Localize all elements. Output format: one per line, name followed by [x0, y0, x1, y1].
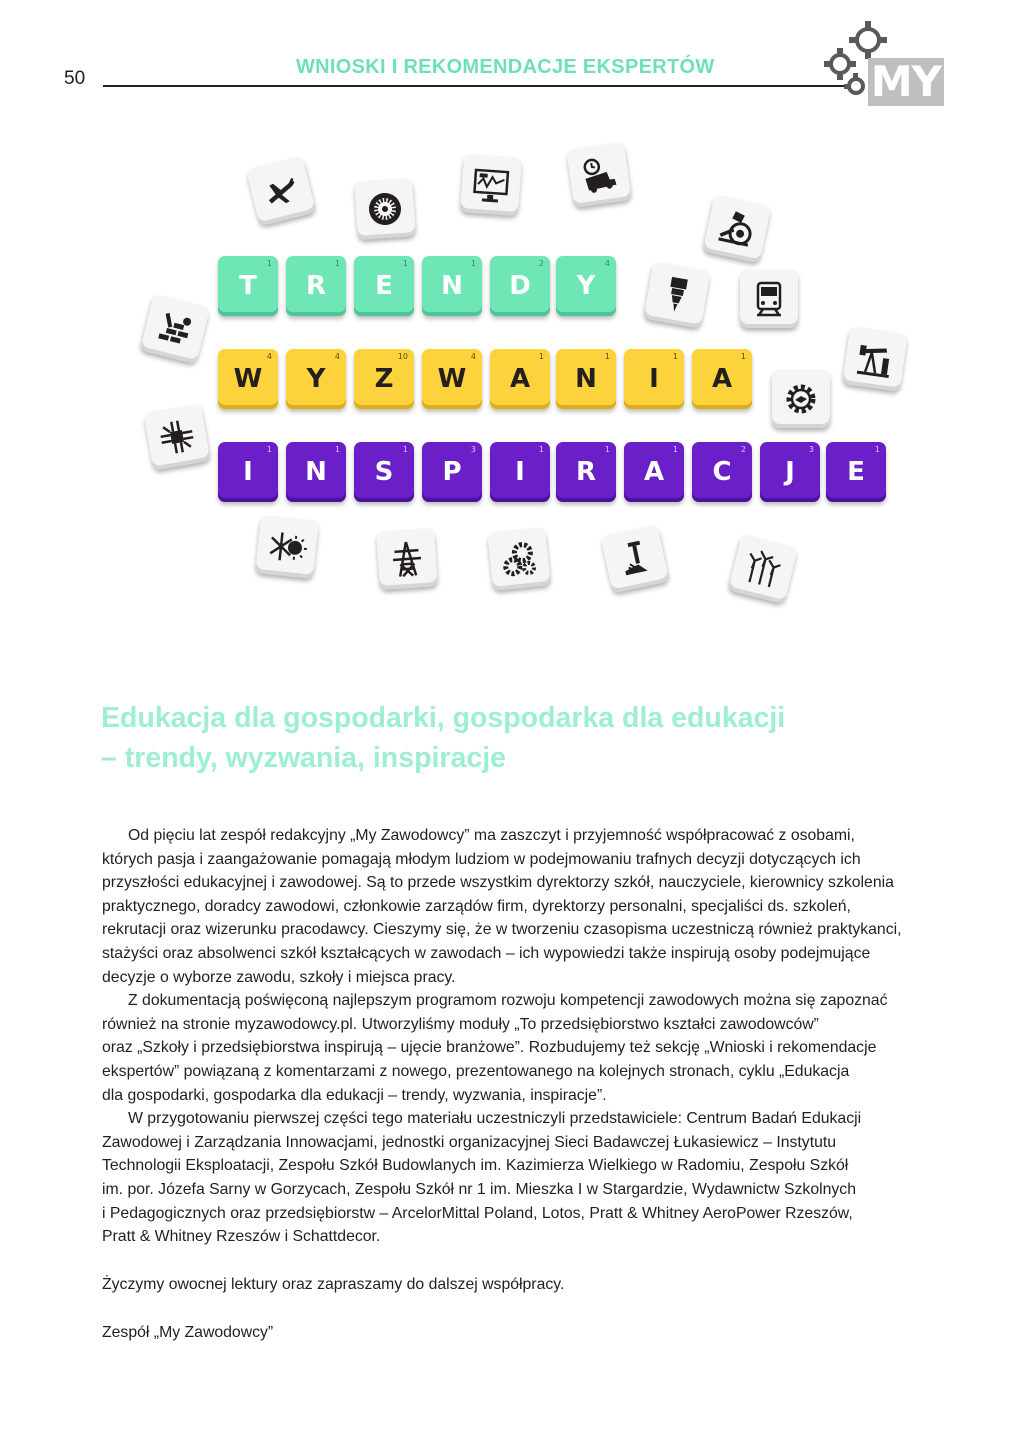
tile-score: 3: [470, 445, 476, 454]
snowflake-tile: [255, 515, 319, 579]
section-title: WNIOSKI I REKOMENDACJE EKSPERTÓW: [296, 56, 715, 78]
article-heading-line2: – trendy, wyzwania, inspiracje: [101, 742, 506, 774]
airplane-tile: [246, 156, 316, 226]
letter-tile: [422, 349, 482, 409]
page-number: 50: [64, 68, 86, 89]
header-rule: [103, 85, 845, 87]
letter-tile: [218, 349, 278, 409]
tile-score: 3: [808, 445, 814, 454]
tile-score: 1: [402, 259, 408, 268]
logo-badge: [868, 58, 944, 106]
tile-letter: J: [785, 457, 795, 487]
tile-score: 2: [538, 259, 544, 268]
letter-tile: [490, 256, 550, 316]
letter-tile: [692, 349, 752, 409]
my-zawodowcy-logo: [818, 18, 946, 106]
tile-score: 1: [672, 352, 678, 361]
letter-tile: [826, 442, 886, 502]
text-line: Od pięciu lat zespół redakcyjny „My Zawodowcy” ma zaszczyt i przyjemność współpracować z osobami,: [128, 827, 855, 844]
letter-tile: [624, 349, 684, 409]
tile-letter: A: [509, 364, 531, 394]
tile-letter: A: [711, 364, 733, 394]
tile-letter: W: [437, 364, 467, 394]
text-line: im. por. Józefa Sarny w Gorzycach, Zespołu Szkół nr 1 im. Mieszka I w Stargardzie, Wydawnictw Szkolnych: [102, 1180, 856, 1198]
tile-letter: E: [375, 271, 393, 301]
letter-tile: [286, 349, 346, 409]
tile-letter: Z: [374, 364, 394, 394]
train-tile: [740, 270, 798, 328]
tile-letter: R: [305, 271, 327, 301]
tile-letter: N: [575, 364, 597, 394]
letter-tile: [286, 442, 346, 502]
tile-letter: Y: [306, 364, 326, 394]
tile-score: 1: [266, 445, 272, 454]
text-line: których pasja i zaangażowanie pomagają młodym ludziom w podejmowaniu trafnych decyzji dotyczących ich: [102, 850, 861, 868]
truck-tile: [566, 142, 632, 208]
paragraph-2: [102, 989, 952, 1107]
tile-score: 4: [334, 352, 340, 361]
tile-letter: N: [441, 271, 463, 301]
letter-tile: [760, 442, 820, 502]
tile-letter: R: [575, 457, 597, 487]
closing-wishes: Życzymy owocnej lektury oraz zapraszamy do dalszej współpracy.: [102, 1276, 565, 1293]
gears-tile: [487, 527, 551, 591]
letter-tile: [556, 349, 616, 409]
tile-score: 1: [874, 445, 880, 454]
tile-score: 1: [266, 259, 272, 268]
letter-tile: [218, 442, 278, 502]
tile-letter: E: [847, 457, 865, 487]
letter-tile: [218, 256, 278, 316]
letter-tile: [692, 442, 752, 502]
text-line: ekspertów” powiązaną z komentarzami z nowego, prezentowanego na kolejnych stronach, cyklu „Edukacja: [102, 1062, 850, 1080]
tile-letter: I: [515, 457, 525, 487]
text-line: Technologii Eksploatacji, Zespołu Szkół Budowlanych im. Kazimierza Wielkiego w Radomiu, Zespołu Szkół: [102, 1157, 849, 1175]
paragraph-1: [102, 824, 952, 989]
tile-letter: D: [509, 271, 531, 301]
article-body: [102, 824, 952, 1249]
welding-icon: [611, 535, 658, 582]
welding-tile: [601, 525, 670, 594]
turbine-engine-icon: [364, 188, 407, 231]
tile-score: 4: [470, 352, 476, 361]
wind-tile: [728, 534, 798, 604]
tile-score: 4: [604, 259, 610, 268]
tile-score: 1: [402, 445, 408, 454]
sawmill-tile: [703, 195, 772, 264]
tile-score: 4: [266, 352, 272, 361]
tile-score: 1: [604, 445, 610, 454]
text-line: Zawodowej i Zarządzania Innowacjami, jednostki organizacyjnej Sieci Badawczej Łukasiewicz – Instytutu: [102, 1133, 837, 1151]
tile-letter: P: [442, 457, 462, 487]
airplane-icon: [257, 167, 305, 215]
monitor-dashboard-icon: [470, 164, 513, 207]
pylon-tile: [376, 528, 438, 590]
letter-tile: [490, 349, 550, 409]
logo-text: MY: [870, 57, 942, 106]
letter-tile: [354, 349, 414, 409]
tile-letter: N: [305, 457, 327, 487]
letter-tile: [354, 442, 414, 502]
text-line: W przygotowaniu pierwszej części tego materiału uczestniczyli przedstawiciele: Centrum Badań Edukacji: [128, 1110, 862, 1128]
tile-score: 1: [538, 352, 544, 361]
tile-score: 1: [334, 259, 340, 268]
letter-tile: [556, 442, 616, 502]
turbine-tile: [354, 178, 416, 240]
bricklaying-tile: [140, 294, 210, 364]
sawmill-icon: [713, 205, 760, 252]
letter-tile: [286, 256, 346, 316]
tile-letter: I: [243, 457, 253, 487]
gears-icon: [497, 537, 541, 581]
tile-score: 1: [470, 259, 476, 268]
oil-pump-tile: [842, 326, 908, 392]
letter-tile: [354, 256, 414, 316]
tile-letter: S: [374, 457, 394, 487]
snowflake-sun-icon: [265, 525, 309, 569]
wind-turbines-icon: [739, 545, 787, 593]
tile-letter: T: [239, 271, 257, 301]
signature: Zespół „My Zawodowcy”: [102, 1324, 274, 1341]
text-line: stażyści oraz absolwenci szkół kształcących w zawodach – ich wypowiedzi także inspirują osoby podejmujące: [102, 944, 871, 962]
circuit-tile: [143, 403, 210, 470]
gear-icon: [781, 379, 821, 419]
text-line: dla gospodarki, gospodarka dla edukacji – trendy, wyzwania, inspiracje”.: [102, 1086, 607, 1104]
letter-tile: [422, 442, 482, 502]
oil-pump-icon: [852, 336, 897, 381]
tile-letter: C: [712, 457, 732, 487]
tile-score: 1: [672, 445, 678, 454]
text-line: Pratt & Whitney Rzeszów i Schattdecor.: [102, 1228, 381, 1246]
text-line: rekrutacji oraz wizerunku pracodawcy. Cieszymy się, że w tworzeniu czasopisma uczestniczą również praktykanci,: [102, 921, 902, 939]
text-line: oraz „Szkoły i przedsiębiorstwa inspirują – ujęcie branżowe”. Rozbudujemy też sekcję „Wnioski i rekomendacje: [102, 1039, 877, 1057]
drill-tile: [643, 261, 710, 328]
monitor-tile: [460, 154, 522, 216]
tile-letter: Y: [576, 271, 596, 301]
text-line: decyzje o wyborze zawodu, szkoły i miejsca pracy.: [102, 968, 456, 986]
article-heading-line1: Edukacja dla gospodarki, gospodarka dla edukacji: [101, 702, 786, 734]
tile-letter: I: [649, 364, 659, 394]
power-pylon-icon: [386, 538, 429, 581]
letter-tile: [422, 256, 482, 316]
train-icon: [749, 279, 789, 319]
tile-score: 2: [740, 445, 746, 454]
text-line: praktycznego, doradcy zawodowi, członkowie zarządów firm, dyrektorzy personalni, specjaliści ds. szkoleń,: [102, 897, 851, 915]
circuit-board-icon: [154, 414, 200, 460]
letter-tile: [490, 442, 550, 502]
article-heading: [101, 698, 961, 778]
gear-tile: [772, 370, 830, 428]
text-line: Z dokumentacją poświęconą najlepszym programom rozwoju kompetencji zawodowych można się zapoznać: [128, 992, 888, 1010]
text-line: również na stronie myzawodowcy.pl. Utworzyliśmy moduły „To przedsiębiorstwo kształci zawodowców”: [102, 1015, 819, 1033]
tile-score: 1: [334, 445, 340, 454]
text-line: przyszłości edukacyjnej i zawodowej. Są to przede wszystkim dyrektorzy szkół, nauczyciele, kierownicy szkolenia: [102, 874, 894, 892]
tile-letter: W: [233, 364, 263, 394]
drill-bit-icon: [654, 272, 700, 318]
letter-tile: [624, 442, 684, 502]
tile-letter: A: [643, 457, 665, 487]
tile-score: 1: [604, 352, 610, 361]
paragraph-3: [102, 1107, 952, 1249]
bricklaying-icon: [151, 305, 199, 353]
text-line: i Pedagogicznych oraz przedsiębiorstw – ArcelorMittal Poland, Lotos, Pratt & Whitney AeroPower Rzeszów,: [102, 1204, 853, 1222]
tile-score: 1: [538, 445, 544, 454]
letter-tile: [556, 256, 616, 316]
tile-score: 10: [397, 352, 408, 361]
delivery-truck-clock-icon: [576, 152, 621, 197]
tile-score: 1: [740, 352, 746, 361]
